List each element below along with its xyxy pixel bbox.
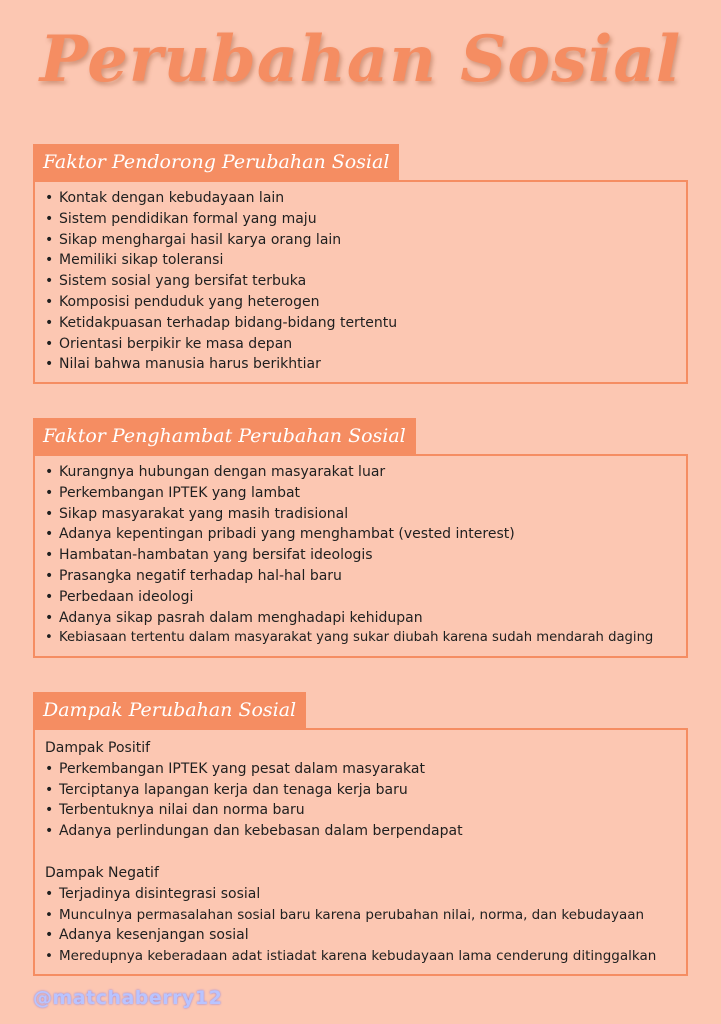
negative-impact-heading: Dampak Negatif [45, 864, 159, 881]
list-item: • Kontak dengan kebudayaan lain [45, 188, 686, 209]
list-item: • Adanya sikap pasrah dalam menghadapi kehidupan [45, 608, 686, 629]
list-item: • Kebiasaan tertentu dalam masyarakat yang sukar diubah karena sudah mendarah daging [45, 628, 686, 649]
list-item: • Perkembangan IPTEK yang lambat [45, 483, 686, 504]
item-list [35, 182, 686, 375]
list-item: • Perkembangan IPTEK yang pesat dalam masyarakat [45, 759, 686, 780]
section-heading: Faktor Penghambat Perubahan Sosial [33, 418, 416, 454]
list-item: • Hambatan-hambatan yang bersifat ideologis [45, 545, 686, 566]
positive-impact-heading: Dampak Positif [45, 740, 151, 756]
list-item: • Meredupnya keberadaan adat istiadat karena kebudayaan lama cenderung ditinggalkan [45, 946, 686, 967]
section-box [33, 454, 688, 658]
list-item: • Adanya perlindungan dan kebebasan dalam berpendapat [45, 821, 686, 842]
list-item: • Sikap masyarakat yang masih tradisional [45, 504, 686, 525]
list-item: • Sistem sosial yang bersifat terbuka [45, 271, 686, 292]
list-item: • Prasangka negatif terhadap hal-hal baru [45, 566, 686, 587]
section-heading: Dampak Perubahan Sosial [33, 692, 306, 728]
list-item: • Orientasi berpikir ke masa depan [45, 334, 686, 355]
list-item: • Nilai bahwa manusia harus berikhtiar [45, 354, 686, 375]
list-item: • Terbentuknya nilai dan norma baru [45, 800, 686, 821]
list-item: • Adanya kesenjangan sosial [45, 925, 686, 946]
page-title: Perubahan Sosial [39, 22, 682, 97]
list-item: • Adanya kepentingan pribadi yang menghambat (vested interest) [45, 524, 686, 545]
list-item: • Munculnya permasalahan sosial baru karena perubahan nilai, norma, dan kebudayaan [45, 905, 686, 926]
author-watermark: @matchaberry12 [33, 987, 223, 1009]
list-item: • Ketidakpuasan terhadap bidang-bidang tertentu [45, 313, 686, 334]
list-item: • Komposisi penduduk yang heterogen [45, 292, 686, 313]
section-box [33, 728, 688, 976]
list-item: • Perbedaan ideologi [45, 587, 686, 608]
item-list [35, 456, 686, 649]
negative-impact-list [35, 884, 686, 967]
list-item: • Sistem pendidikan formal yang maju [45, 209, 686, 230]
positive-impact-list [35, 759, 686, 842]
list-item: • Terjadinya disintegrasi sosial [45, 884, 686, 905]
list-item: • Memiliki sikap toleransi [45, 250, 686, 271]
section-box [33, 180, 688, 384]
list-item: • Terciptanya lapangan kerja dan tenaga kerja baru [45, 780, 686, 801]
section-heading: Faktor Pendorong Perubahan Sosial [33, 144, 399, 180]
list-item: • Kurangnya hubungan dengan masyarakat luar [45, 462, 686, 483]
list-item: • Sikap menghargai hasil karya orang lain [45, 230, 686, 251]
